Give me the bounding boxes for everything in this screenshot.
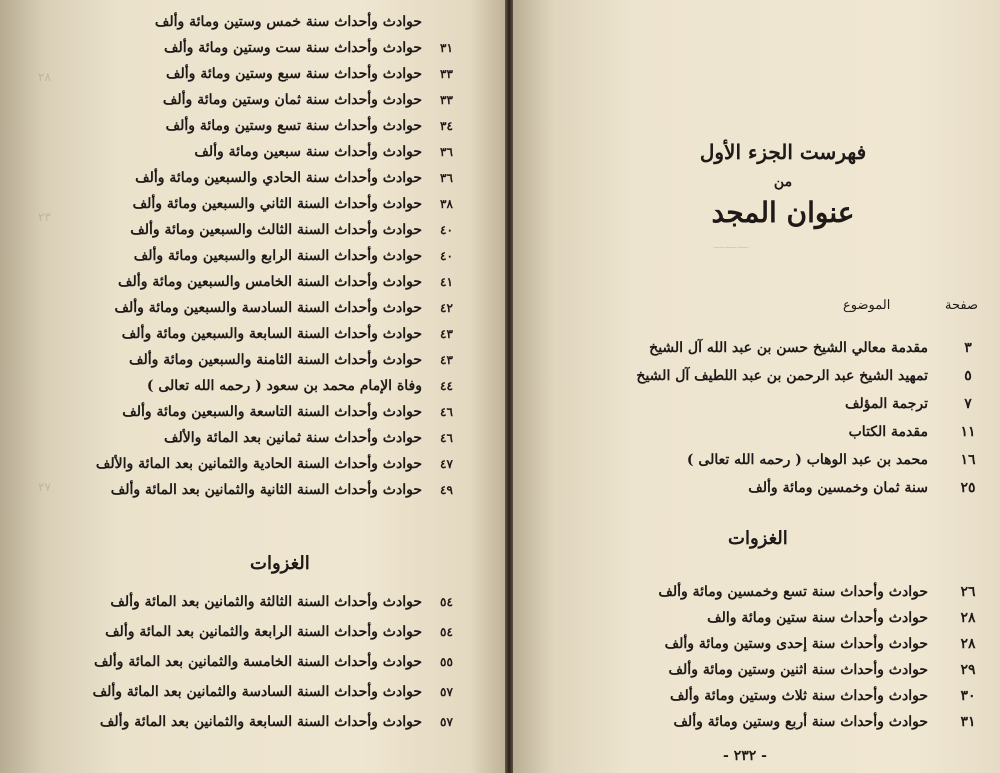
toc-entry [95, 452, 480, 476]
toc-entry [140, 114, 480, 138]
toc-entry-page: ٤٧ [440, 457, 453, 471]
toc-entry [133, 244, 480, 268]
toc-entry [105, 620, 480, 644]
toc-entry-title: حوادث وأحداث سنة إحدى وستين ومائة وألف [664, 636, 928, 652]
toc-entry-title: حوادث وأحداث السنة الخامس والسبعين ومائة وألف [118, 274, 422, 290]
toc-entry [130, 218, 480, 242]
toc-entry [140, 374, 480, 398]
toc-entry-title: حوادث وأحداث سنة ستين ومائة والف [707, 610, 928, 626]
toc-entry-page: ٥٧ [440, 685, 453, 699]
toc-entry [114, 296, 480, 320]
toc-entry [653, 476, 988, 500]
toc-entry-title: محمد بن عبد الوهاب ( رحمه الله تعالى ) [686, 452, 928, 468]
toc-entry-title: حوادث وأحداث سنة الحادي والسبعين ومائة وألف [135, 170, 422, 186]
toc-entry-title: مقدمة معالي الشيخ حسن بن عبد الله آل الشيخ [649, 340, 928, 356]
toc-entry-title: ترجمة المؤلف [845, 396, 928, 412]
toc-entry [636, 364, 988, 388]
toc-entry [132, 192, 480, 216]
toc-entry [653, 448, 988, 472]
toc-entry [653, 580, 988, 604]
toc-entry-title: حوادث وأحداث السنة السادسة والثمانين بعد المائة وألف [92, 684, 422, 700]
toc-entry-page: ٢٨ [960, 636, 976, 652]
column-header-topic: الموضوع [843, 298, 891, 313]
toc-entry-page: ١١ [960, 424, 976, 440]
toc-entry-page: ٢٩ [960, 662, 976, 678]
toc-entry-title: حوادث وأحداث سنة اثنين وستين ومائة وألف [668, 662, 928, 678]
toc-entry-title: حوادث وأحداث السنة الثالث والسبعين ومائة وألف [130, 222, 422, 238]
toc-entry-page: ٥٤ [440, 625, 453, 639]
bleed-through-text: ٢٧ [38, 480, 51, 494]
toc-entry-title: حوادث وأحداث سنة سبعين ومائة وألف [194, 144, 422, 160]
toc-entry-title: حوادث وأحداث السنة الثانية والثمانين بعد المائة وألف [110, 482, 422, 498]
toc-entry-page: ٣٦ [440, 171, 453, 185]
page-number: - ٢٣٢ - [723, 748, 767, 764]
toc-entry-title: سنة ثمان وخمسين ومائة وألف [748, 480, 928, 496]
toc-entry-title: حوادث وأحداث السنة الثالثة والثمانين بعد المائة وألف [110, 594, 422, 610]
right-page [513, 0, 1000, 773]
toc-entry-page: ٢٨ [960, 610, 976, 626]
toc-entry-title: حوادث وأحداث السنة السابعة والسبعين ومائة وألف [121, 326, 422, 342]
toc-entry-title: حوادث وأحداث سنة ثمان وستين ومائة وألف [162, 92, 422, 108]
bleed-through-text: ٢٣ [38, 210, 51, 224]
toc-entry-page: ٥٤ [440, 595, 453, 609]
toc-entry [92, 680, 480, 704]
toc-entry-page: ٤٤ [440, 379, 453, 393]
toc-entry [110, 478, 480, 502]
toc-entry-page: ٣٦ [440, 145, 453, 159]
toc-entry [140, 88, 480, 112]
toc-entry-title: حوادث وأحداث سنة سبع وستين ومائة وألف [166, 66, 422, 82]
toc-entry-title: وفاة الإمام محمد بن سعود ( رحمه الله تعالى ) [146, 378, 422, 394]
toc-entry-page: ٤٣ [440, 353, 453, 367]
index-title: فهرست الجزء الأول [699, 140, 867, 164]
toc-entry [94, 650, 480, 674]
toc-entry-page: ٣٤ [440, 119, 453, 133]
toc-entry-title: حوادث وأحداث السنة السابعة والثمانين بعد المائة وألف [99, 714, 422, 730]
toc-entry [140, 140, 480, 164]
toc-entry-page: ٥٧ [440, 715, 453, 729]
toc-entry-page: ٤٠ [440, 249, 453, 263]
toc-entry-title: حوادث وأحداث سنة تسع وستين ومائة وألف [165, 118, 422, 134]
toc-entry [653, 658, 988, 682]
book-title: عنوان المجد [711, 196, 855, 229]
toc-entry-page: ٧ [964, 396, 972, 412]
toc-entry-page: ٤٢ [440, 301, 453, 315]
toc-entry-page: ٤٠ [440, 223, 453, 237]
toc-entry [653, 606, 988, 630]
toc-entry-title: تمهيد الشيخ عبد الرحمن بن عبد اللطيف آل الشيخ [636, 368, 928, 384]
column-header-page: صفحة [945, 298, 978, 313]
toc-entry-title: حوادث وأحداث سنة تسع وخمسين ومائة وألف [658, 584, 928, 600]
toc-entry-title: حوادث وأحداث سنة ثمانين بعد المائة والألف [164, 430, 422, 446]
toc-entry-page: ٢٥ [960, 480, 976, 496]
toc-entry [653, 684, 988, 708]
toc-entry-title: حوادث وأحداث سنة ثلاث وستين ومائة وألف [670, 688, 928, 704]
toc-entry-page: ٣٣ [440, 67, 453, 81]
toc-entry-page: ٤٩ [440, 483, 453, 497]
toc-entry-title: حوادث وأحداث السنة الثاني والسبعين ومائة وألف [132, 196, 422, 212]
toc-entry [653, 392, 988, 416]
toc-entry [121, 322, 480, 346]
toc-entry [653, 632, 988, 656]
toc-entry-title: حوادث وأحداث سنة ست وستين ومائة وألف [163, 40, 422, 56]
toc-entry-page: ٣ [964, 340, 972, 356]
toc-entry-title: حوادث وأحداث سنة خمس وستين ومائة وألف [154, 14, 422, 30]
toc-entry [135, 166, 480, 190]
index-title-connector: من [773, 174, 793, 190]
toc-entry-title: حوادث وأحداث السنة الخامسة والثمانين بعد المائة وألف [94, 654, 422, 670]
toc-entry-page: ٥ [964, 368, 972, 384]
toc-entry [118, 270, 480, 294]
toc-entry-page: ٣٠ [960, 688, 976, 704]
bleed-through-text: ——— [713, 240, 749, 254]
toc-entry-title: حوادث وأحداث السنة الثامنة والسبعين ومائة وألف [128, 352, 422, 368]
toc-entry-page: ٣١ [960, 714, 976, 730]
toc-entry-title: حوادث وأحداث السنة الحادية والثمانين بعد المائة والألف [95, 456, 422, 472]
toc-entry [110, 590, 480, 614]
toc-entry-title: مقدمة الكتاب [848, 424, 928, 440]
toc-entry [649, 336, 988, 360]
toc-entry [653, 710, 988, 734]
toc-entry [140, 62, 480, 86]
bleed-through-text: ٢٨ [38, 70, 51, 84]
toc-entry-page: ٤٣ [440, 327, 453, 341]
section-heading: الغزوات [728, 528, 788, 549]
toc-entry-page: ٣٣ [440, 93, 453, 107]
toc-entry-page: ٤٦ [440, 405, 453, 419]
toc-entry-page: ٥٥ [440, 655, 453, 669]
toc-entry-title: حوادث وأحداث السنة التاسعة والسبعين ومائة وألف [122, 404, 422, 420]
toc-entry [653, 420, 988, 444]
toc-entry-title: حوادث وأحداث سنة أربع وستين ومائة وألف [673, 714, 928, 730]
toc-entry [122, 400, 480, 424]
toc-entry [140, 10, 480, 34]
toc-entry-page: ٤٦ [440, 431, 453, 445]
book-spine [505, 0, 513, 773]
toc-entry-title: حوادث وأحداث السنة الرابعة والثمانين بعد المائة وألف [105, 624, 422, 640]
section-heading: الغزوات [250, 553, 310, 574]
toc-entry-page: ٣١ [440, 41, 453, 55]
toc-entry [140, 36, 480, 60]
toc-entry-title: حوادث وأحداث السنة الرابع والسبعين ومائة وألف [133, 248, 422, 264]
toc-entry-title: حوادث وأحداث السنة السادسة والسبعين ومائة وألف [114, 300, 422, 316]
toc-entry-page: ٤١ [440, 275, 453, 289]
toc-entry-page: ٢٦ [960, 584, 976, 600]
toc-entry [128, 348, 480, 372]
toc-entry-page: ٣٨ [440, 197, 453, 211]
toc-entry [140, 426, 480, 450]
toc-entry [99, 710, 480, 734]
toc-entry-page: ١٦ [960, 452, 976, 468]
